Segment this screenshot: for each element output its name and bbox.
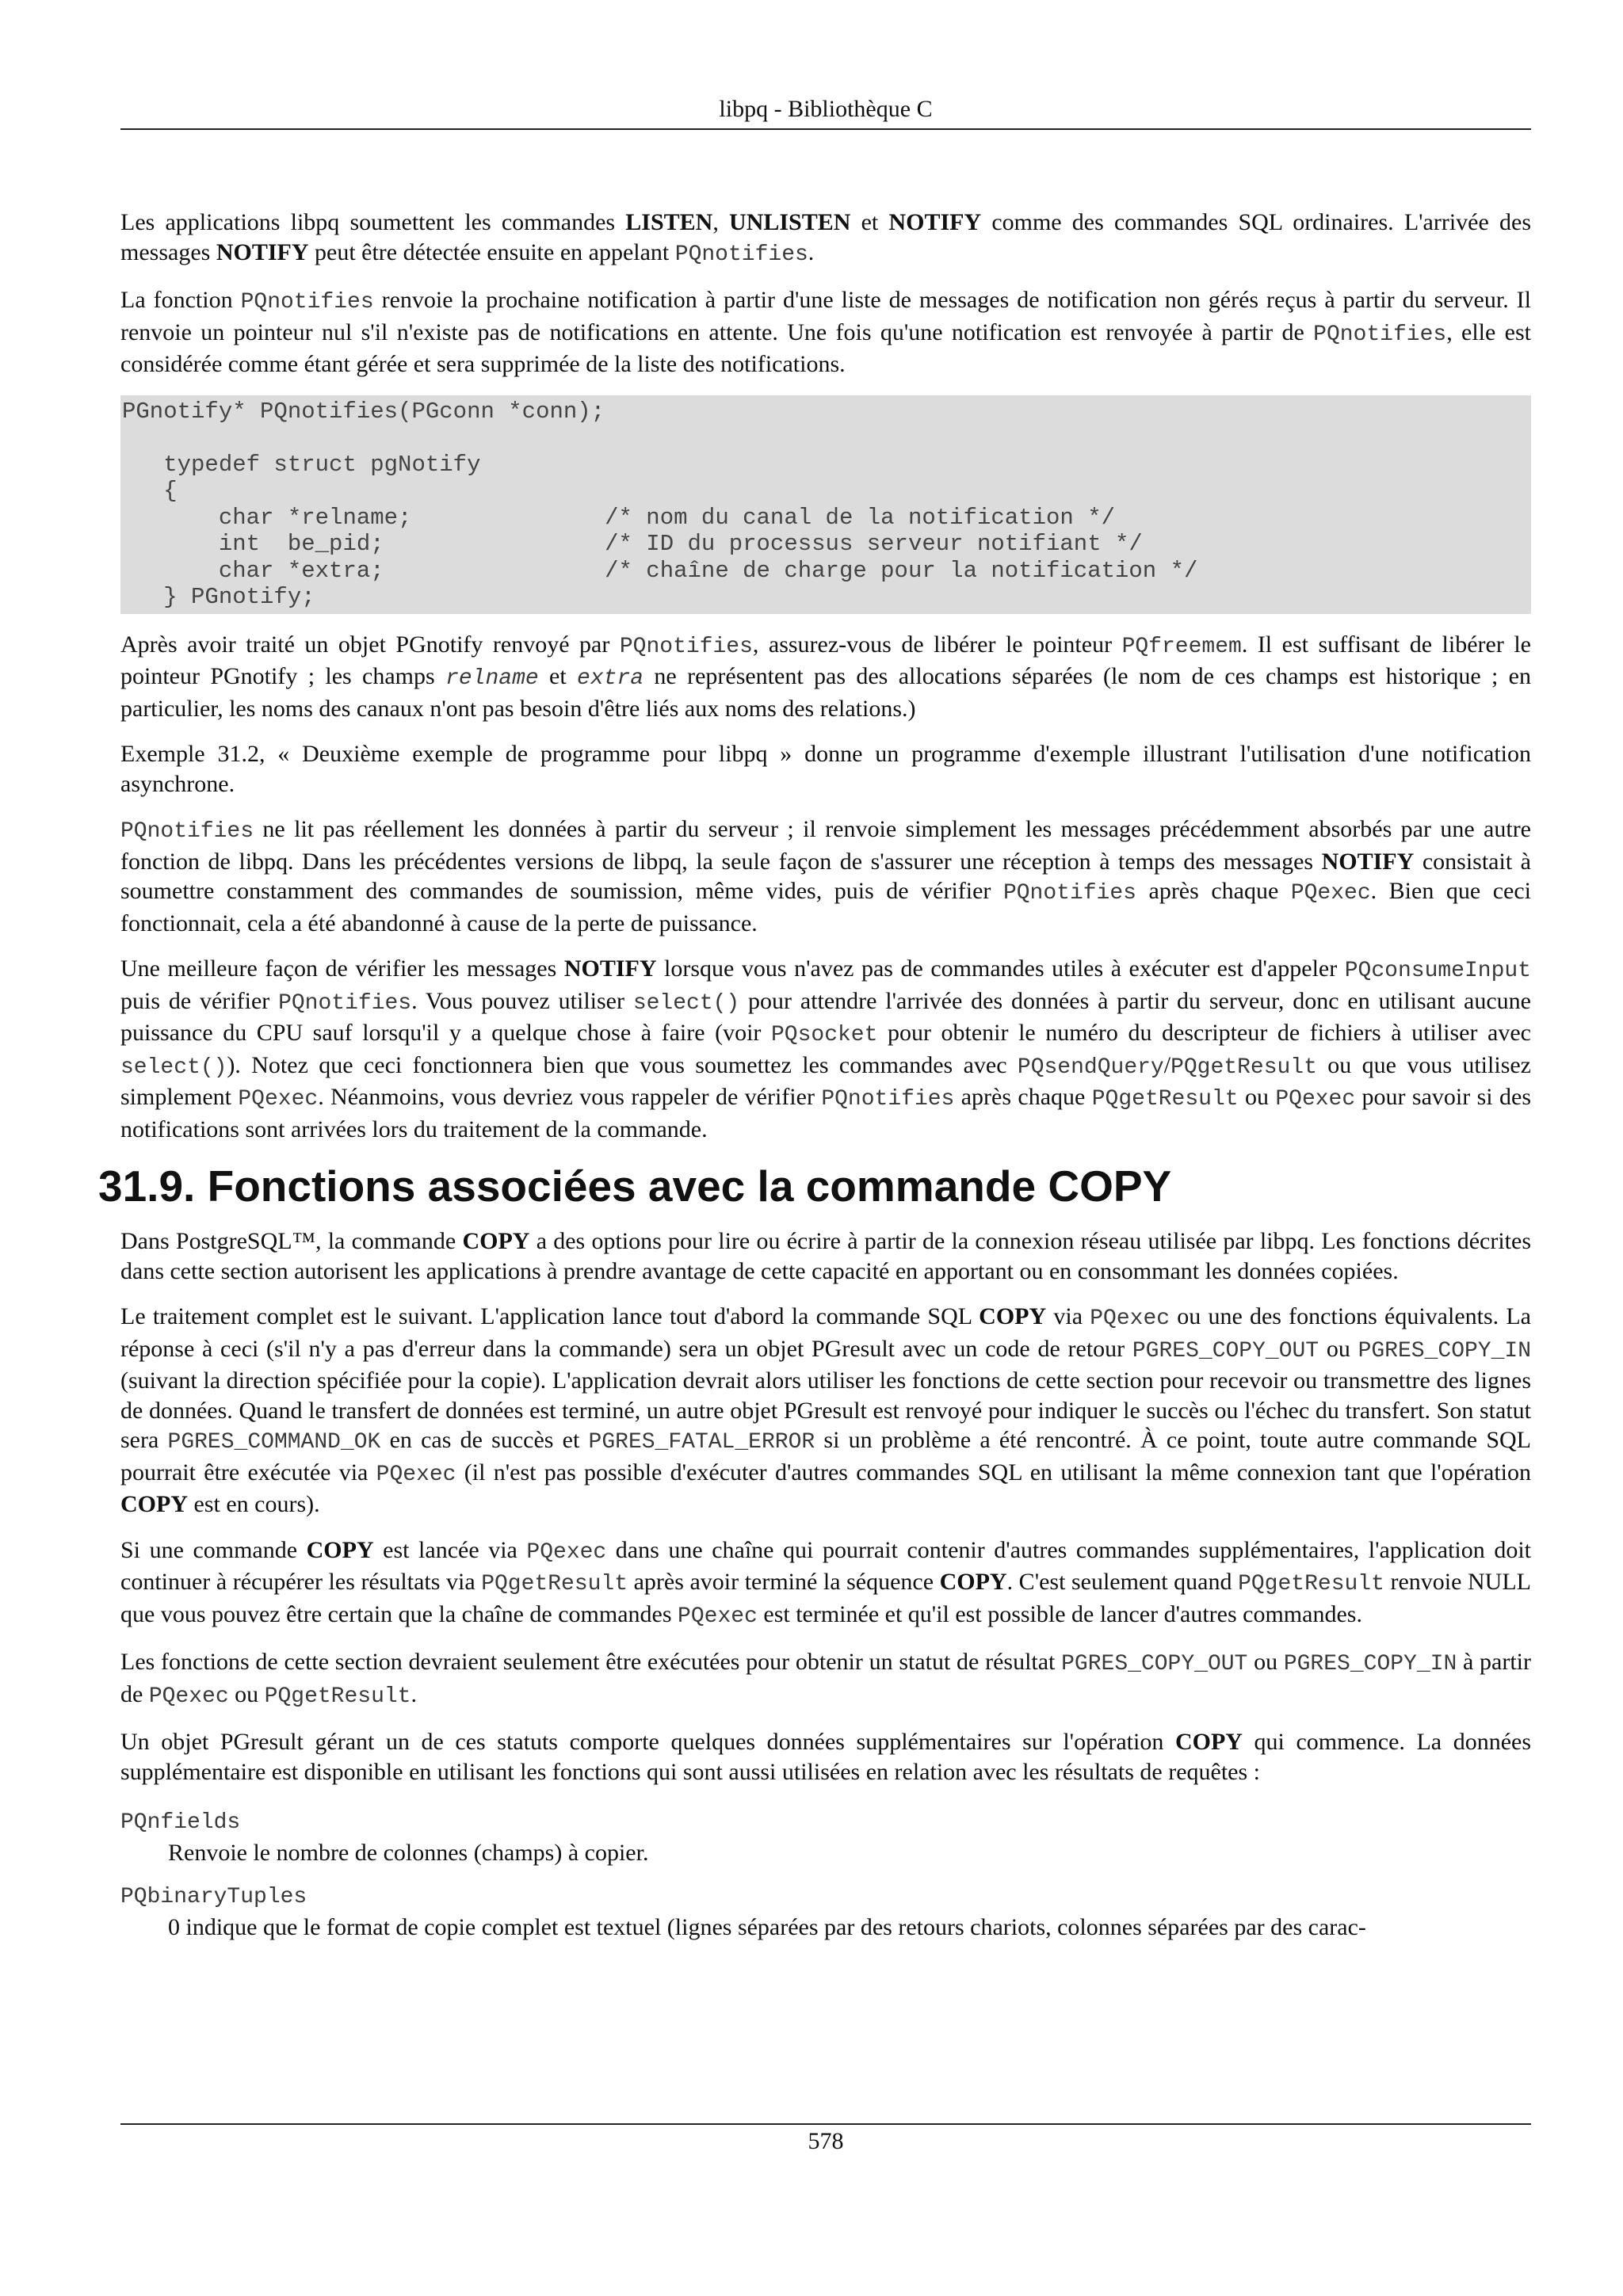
- paragraph-pqnotifies: La fonction PQnotifies renvoie la prochaine notification à partir d'une liste de messages de notification non gérés reçus à partir du serveur. Il renvoie un pointeur nul s'il n'existe pas de notifications en attente. Une fois qu'une notification est renvoyée à partir de PQnotifies, elle est considérée comme étant gérée et sera supprimée de la liste des notifications.: [120, 287, 1532, 377]
- function-name: PQnotifies: [821, 1087, 955, 1112]
- function-name: PQnotifies: [1002, 881, 1136, 906]
- keyword: NOTIFY: [888, 209, 982, 235]
- function-name: PQgetResult: [1170, 1055, 1317, 1080]
- running-header: libpq - Bibliothèque C: [719, 96, 933, 122]
- paragraph-absorbed-messages: PQnotifies ne lit pas réellement les données à partir du serveur ; il renvoie simplement les messages précédemment absorbés par une autre fonction de libpq. Dans les précédentes versions de libpq, la seule façon de s'assurer une réception à temps des messages NOTIFY consistait à soumettre constamment des commandes de soumission, même vides, puis de vérifier PQnotifies après chaque PQexec. Bien que ceci fonctionnait, cela a été abandonné à cause de la perte de puissance.: [120, 816, 1531, 936]
- paragraph-example-ref: Exemple 31.2, « Deuxième exemple de programme pour libpq » donne un programme d'exemple illustrant l'utilisation d'une notification asynchrone.: [120, 741, 1531, 797]
- function-name: PQexec: [376, 1462, 456, 1487]
- function-name: PQnotifies: [240, 290, 374, 315]
- function-name: PQconsumeInput: [1344, 959, 1531, 983]
- definition-description: 0 indique que le format de copie complet est textuel (lignes séparées par des retours chariots, colonnes séparées par des carac-: [168, 1913, 1366, 1940]
- function-name: PQnotifies: [674, 242, 808, 267]
- function-name: PQnotifies: [1313, 322, 1447, 347]
- function-name: PQgetResult: [481, 1572, 628, 1596]
- keyword: LISTEN: [625, 209, 713, 235]
- function-name: PQexec: [1275, 1087, 1356, 1112]
- keyword: NOTIFY: [563, 955, 657, 982]
- function-name: PQexec: [1090, 1306, 1170, 1331]
- keyword: NOTIFY: [1321, 848, 1415, 875]
- paragraph-pgresult-data: Un objet PGresult gérant un de ces statuts comporte quelques données supplémentaires sur l'opération COPY qui commence. La données supplémentaire est disponible en utilisant les fonctions qui sont aussi utilisées en relation avec les résultats de requêtes :: [120, 1729, 1531, 1785]
- code-block-pgnotify: PGnotify* PQnotifies(PGconn *conn); typedef struct pgNotify { char *relname; /* nom du canal de la notification */ int be_pid; /* ID du processus serveur notifiant */ char *extra; /* chaîne de charge pour la notification */ } PGnotify;: [120, 395, 1531, 614]
- status-code: PGRES_COPY_OUT: [1132, 1338, 1319, 1363]
- status-code: PGRES_FATAL_ERROR: [588, 1430, 815, 1455]
- function-name: PQnotifies: [619, 634, 753, 659]
- function-name: PQgetResult: [1091, 1087, 1239, 1112]
- footer-rule: [120, 2123, 1531, 2125]
- keyword: COPY: [979, 1303, 1047, 1329]
- function-name: PQnfields: [120, 1810, 241, 1835]
- keyword: COPY: [120, 1491, 188, 1517]
- definition-description: Renvoie le nombre de colonnes (champs) à copier.: [168, 1839, 649, 1866]
- function-name: PQexec: [148, 1684, 229, 1709]
- paragraph-copy-process: Le traitement complet est le suivant. L'application lance tout d'abord la commande SQL COPY via PQexec ou une des fonctions équivalents. La réponse à ceci (s'il n'y a pas d'erreur dans la commande) sera un objet PGresult avec un code de retour PGRES_COPY_OUT ou PGRES_COPY_IN (suivant la direction spécifiée pour la copie). L'application devrait alors utiliser les fonctions de cette section pour recevoir ou transmettre des lignes de données. Quand le transfert de données est terminé, un autre objet PGresult est renvoyé pour indiquer le succès ou l'échec du transfert. Son statut sera PGRES_COMMAND_OK en cas de succès et PGRES_FATAL_ERROR si un problème a été rencontré. À ce point, toute autre commande SQL pourrait être exécutée via PQexec (il n'est pas possible d'exécuter d'autres commandes SQL en utilisant la même connexion tant que l'opération COPY est en cours).: [120, 1303, 1532, 1517]
- function-name: PQgetResult: [1238, 1572, 1384, 1596]
- section-heading: 31.9. Fonctions associées avec la commande COPY: [98, 1161, 1172, 1211]
- function-name: PQgetResult: [264, 1684, 411, 1709]
- keyword: UNLISTEN: [729, 209, 851, 235]
- paragraph-better-way: Une meilleure façon de vérifier les messages NOTIFY lorsque vous n'avez pas de commandes utiles à exécuter est d'appeler PQconsumeInput puis de vérifier PQnotifies. Vous pouvez utiliser select() pour attendre l'arrivée des données à partir du serveur, donc en utilisant aucune puissance du CPU sauf lorsqu'il y a quelque chose à faire (voir PQsocket pour obtenir le numéro du descripteur de fichiers à utiliser avec select()). Notez que ceci fonctionnera bien que vous soumettez les commandes avec PQsendQuery/PQgetResult ou que vous utilisez simplement PQexec. Néanmoins, vous devriez vous rappeler de vérifier PQnotifies après chaque PQgetResult ou PQexec pour savoir si des notifications sont arrivées lors du traitement de la commande.: [120, 955, 1531, 1142]
- function-name: PQsendQuery: [1017, 1055, 1164, 1080]
- keyword: COPY: [939, 1569, 1007, 1595]
- field-name: relname: [445, 666, 539, 691]
- function-name: select(): [120, 1055, 227, 1080]
- status-code: PGRES_COPY_IN: [1283, 1652, 1457, 1676]
- function-name: PQnotifies: [278, 990, 412, 1016]
- field-name: extra: [577, 666, 644, 691]
- function-definition-list: [120, 1806, 1531, 1942]
- keyword: COPY: [306, 1536, 374, 1563]
- status-code: PGRES_COPY_IN: [1358, 1338, 1532, 1363]
- function-name: PQnotifies: [120, 819, 254, 844]
- page-content: [98, 208, 1532, 1955]
- keyword: COPY: [462, 1228, 530, 1254]
- paragraph-listen-notify: Les applications libpq soumettent les commandes LISTEN, UNLISTEN et NOTIFY comme des commandes SQL ordinaires. L'arrivée des messages NOTIFY peut être détectée ensuite en appelant PQnotifies.: [120, 209, 1531, 267]
- function-name: PQexec: [1290, 881, 1371, 906]
- paragraph-copy-intro: Dans PostgreSQL™, la commande COPY a des options pour lire ou écrire à partir de la connexion réseau utilisée par libpq. Les fonctions décrites dans cette section autorisent les applications à prendre avantage de cette capacité en apportant ou en consommant les données copiées.: [120, 1228, 1532, 1284]
- paragraph-pqfreemem: Après avoir traité un objet PGnotify renvoyé par PQnotifies, assurez-vous de libérer le pointeur PQfreemem. Il est suffisant de libérer le pointeur PGnotify ; les champs relname et extra ne représentent pas des allocations séparées (le nom de ces champs est historique ; en particulier, les noms des canaux n'ont pas besoin d'être liés aux noms des relations.): [120, 631, 1531, 722]
- function-name: PQbinaryTuples: [120, 1885, 307, 1909]
- function-name: PQexec: [678, 1604, 758, 1629]
- function-name: PQsocket: [770, 1023, 878, 1047]
- status-code: PGRES_COMMAND_OK: [167, 1430, 381, 1455]
- keyword: COPY: [1174, 1729, 1243, 1755]
- page-number: 578: [808, 2128, 844, 2154]
- definition-term: [120, 1806, 1531, 1838]
- function-name: PQfreemem: [1121, 634, 1242, 659]
- function-name: PQexec: [238, 1087, 319, 1112]
- paragraph-section-functions: Les fonctions de cette section devraient seulement être exécutées pour obtenir un statut de résultat PGRES_COPY_OUT ou PGRES_COPY_IN à partir de PQexec ou PQgetResult.: [120, 1649, 1531, 1709]
- paragraph-copy-via-pqexec: Si une commande COPY est lancée via PQexec dans une chaîne qui pourrait contenir d'autres commandes supplémentaires, l'application doit continuer à récupérer les résultats via PQgetResult après avoir terminé la séquence COPY. C'est seulement quand PQgetResult renvoie NULL que vous pouvez être certain que la chaîne de commandes PQexec est terminée et qu'il est possible de lancer d'autres commandes.: [120, 1536, 1531, 1629]
- definition-term: [120, 1880, 1531, 1913]
- function-name: select(): [632, 990, 740, 1016]
- status-code: PGRES_COPY_OUT: [1061, 1652, 1248, 1676]
- function-name: PQexec: [526, 1539, 607, 1565]
- header-rule: [120, 128, 1531, 130]
- keyword: NOTIFY: [216, 238, 309, 265]
